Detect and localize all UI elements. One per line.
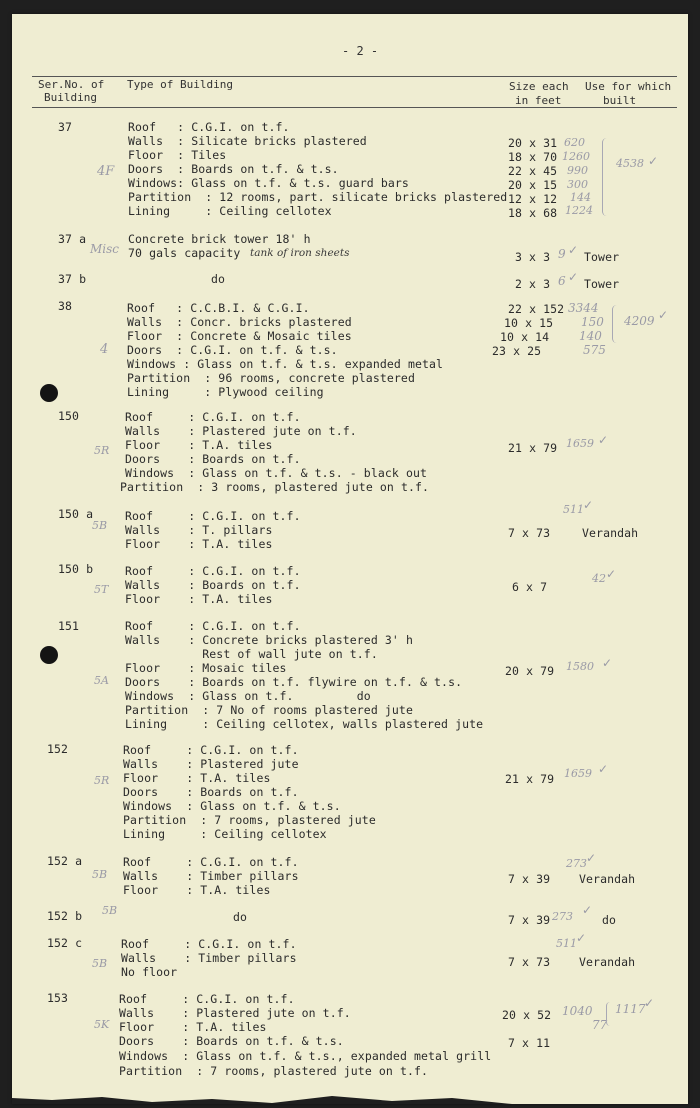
header-use: Use for which xyxy=(585,80,672,93)
building-no: 38 xyxy=(58,299,73,313)
spec-line: Floor : T.A. tiles xyxy=(125,438,273,452)
header-ser-no-2: Building xyxy=(44,91,97,104)
spec-line: Windows : Glass on t.f. do xyxy=(125,689,371,703)
handwritten-area: 144 xyxy=(570,191,591,204)
handwritten-area: 9 xyxy=(558,247,566,261)
size-value: 2 x 3 xyxy=(515,277,551,291)
spec-line: Walls : Plastered jute xyxy=(123,757,299,771)
spec-line: Floor : T.A. tiles xyxy=(119,1020,267,1034)
torn-edge xyxy=(12,1080,688,1104)
check-mark-icon: ✓ xyxy=(586,851,597,865)
building-no: 37 b xyxy=(58,272,87,286)
size-value: 10 x 14 xyxy=(500,330,550,344)
spec-line: Walls : Concr. bricks plastered xyxy=(127,315,352,329)
handwritten-code: 5R xyxy=(94,444,110,457)
spec-line: Walls : Boards on t.f. xyxy=(125,578,301,592)
check-mark-icon: ✓ xyxy=(606,567,617,581)
handwritten-brace xyxy=(602,138,611,216)
header-use-2: built xyxy=(603,94,637,107)
building-no: 150 a xyxy=(58,507,94,521)
handwritten-code: Misc xyxy=(90,242,120,256)
check-mark-icon: ✓ xyxy=(648,154,659,168)
spec-line: Roof : C.G.I. on t.f. xyxy=(125,509,301,523)
handwritten-code: 5B xyxy=(102,904,118,917)
spec-line: Floor : Mosaic tiles xyxy=(125,661,287,675)
handwritten-code: 5B xyxy=(92,957,108,970)
spec-line: Roof : C.G.I. on t.f. xyxy=(125,564,301,578)
size-value: 21 x 79 xyxy=(508,441,558,455)
spec-line: Partition : 7 No of rooms plastered jute xyxy=(125,703,413,717)
handwritten-area: 575 xyxy=(583,343,606,357)
check-mark-icon: ✓ xyxy=(568,243,579,257)
check-mark-icon: ✓ xyxy=(568,270,579,284)
spec-line: Walls : Timber pillars xyxy=(121,951,297,965)
header-size: Size each xyxy=(509,80,569,93)
size-value: 20 x 15 xyxy=(508,178,558,192)
size-value: 21 x 79 xyxy=(505,772,555,786)
spec-line: Floor : T.A. tiles xyxy=(123,771,271,785)
spec-line: 70 gals capacity xyxy=(128,246,241,260)
size-value: 12 x 12 xyxy=(508,192,558,206)
spec-line: Walls : T. pillars xyxy=(125,523,273,537)
spec-line: Walls : Concrete bricks plastered 3' h xyxy=(125,633,413,647)
handwritten-code: 5B xyxy=(92,519,108,532)
spec-line: Windows : Glass on t.f. & t.s., expanded metal grill xyxy=(119,1049,492,1063)
use-value: Verandah xyxy=(579,872,636,886)
handwritten-code: 5K xyxy=(94,1018,110,1031)
spec-line: Floor : T.A. tiles xyxy=(123,883,271,897)
handwritten-area: 273 xyxy=(552,910,573,923)
handwritten-total: 1117 xyxy=(615,1002,646,1016)
handwritten-brace xyxy=(612,305,621,343)
handwritten-area: 1224 xyxy=(565,204,593,217)
spec-line: do xyxy=(211,272,226,286)
spec-line: Roof : C.G.I. on t.f. xyxy=(119,992,295,1006)
building-no: 152 b xyxy=(47,909,83,923)
spec-line: Windows : Glass on t.f. & t.s. xyxy=(123,799,341,813)
spec-line: Lining : Ceiling cellotex, walls plastered jute xyxy=(125,717,484,731)
spec-line: Doors : C.G.I. on t.f. & t.s. xyxy=(127,343,338,357)
handwritten-area: 300 xyxy=(567,178,588,191)
handwritten-area: 511 xyxy=(563,503,584,516)
building-no: 37 xyxy=(58,120,73,134)
handwritten-code: 5T xyxy=(94,583,109,596)
handwritten-area: 3344 xyxy=(568,301,599,315)
size-value: 22 x 152 xyxy=(508,302,565,316)
handwritten-area: 77 xyxy=(592,1018,608,1032)
check-mark-icon: ✓ xyxy=(576,931,587,945)
punch-hole xyxy=(40,384,58,402)
handwritten-code: 5A xyxy=(94,674,109,687)
spec-line: Windows : Glass on t.f. & t.s. - black out xyxy=(125,466,428,480)
spec-line: Floor : Concrete & Mosaic tiles xyxy=(127,329,352,343)
header-rule-top xyxy=(32,76,677,77)
spec-line: Floor : T.A. tiles xyxy=(125,537,273,551)
check-mark-icon: ✓ xyxy=(598,433,609,447)
size-value: 7 x 11 xyxy=(508,1036,551,1050)
handwritten-area: 1659 xyxy=(566,437,594,450)
check-mark-icon: ✓ xyxy=(602,656,613,670)
spec-line: Concrete brick tower 18' h xyxy=(128,232,311,246)
header-rule-bottom xyxy=(32,107,677,108)
handwritten-area: 511 xyxy=(556,937,577,950)
spec-line: Roof : C.G.I. on t.f. xyxy=(125,410,301,424)
size-value: 6 x 7 xyxy=(512,580,548,594)
spec-line: Partition : 12 rooms, part. silicate bricks plastered xyxy=(128,190,508,204)
spec-line: Roof : C.G.I. on t.f. xyxy=(125,619,301,633)
building-no: 152 xyxy=(47,742,69,756)
spec-line: Partition : 7 rooms, plastered jute on t.f. xyxy=(119,1064,429,1078)
building-no: 37 a xyxy=(58,232,87,246)
handwritten-area: 42 xyxy=(592,572,606,585)
handwritten-code: 4F xyxy=(97,164,115,179)
spec-line: Windows: Glass on t.f. & t.s. guard bars xyxy=(128,176,409,190)
handwritten-brace xyxy=(606,1002,614,1026)
spec-line: Doors : Boards on t.f. & t.s. xyxy=(119,1034,344,1048)
spec-line: No floor xyxy=(121,965,178,979)
spec-line: Partition : 7 rooms, plastered jute xyxy=(123,813,376,827)
size-value: 7 x 73 xyxy=(508,526,551,540)
handwritten-area: 1659 xyxy=(564,767,592,780)
spec-line: Roof : C.G.I. on t.f. xyxy=(121,937,297,951)
document-page xyxy=(12,14,688,1104)
spec-line: Doors : Boards on t.f. xyxy=(123,785,299,799)
use-value: Tower xyxy=(584,277,620,291)
size-value: 7 x 73 xyxy=(508,955,551,969)
use-value: Verandah xyxy=(582,526,639,540)
building-no: 151 xyxy=(58,619,80,633)
spec-line: Walls : Timber pillars xyxy=(123,869,299,883)
building-no: 150 b xyxy=(58,562,94,576)
spec-line: Doors : Boards on t.f. xyxy=(125,452,301,466)
handwritten-area: 273 xyxy=(566,857,587,870)
size-value: 3 x 3 xyxy=(515,250,551,264)
check-mark-icon: ✓ xyxy=(582,903,593,917)
handwritten-note: tank of iron sheets xyxy=(250,247,350,259)
handwritten-area: 990 xyxy=(567,164,588,177)
spec-line: Roof : C.G.I. on t.f. xyxy=(128,120,290,134)
size-value: 18 x 70 xyxy=(508,150,558,164)
size-value: 22 x 45 xyxy=(508,164,558,178)
spec-line: Roof : C.G.I. on t.f. xyxy=(123,855,299,869)
building-no: 152 a xyxy=(47,854,83,868)
spec-line: Doors : Boards on t.f. flywire on t.f. & t.s. xyxy=(125,675,463,689)
handwritten-area: 1580 xyxy=(566,660,594,673)
size-value: 10 x 15 xyxy=(504,316,554,330)
use-value: Tower xyxy=(584,250,620,264)
building-no: 153 xyxy=(47,991,69,1005)
check-mark-icon: ✓ xyxy=(583,498,594,512)
spec-line: Roof : C.G.I. on t.f. xyxy=(123,743,299,757)
spec-line: Walls : Plastered jute on t.f. xyxy=(125,424,357,438)
spec-line: Partition : 3 rooms, plastered jute on t.f. xyxy=(120,480,430,494)
header-type: Type of Building xyxy=(127,78,233,91)
page-number: - 2 - xyxy=(342,44,379,58)
check-mark-icon: ✓ xyxy=(658,308,669,322)
spec-line: Lining : Ceiling cellotex xyxy=(123,827,327,841)
size-value: 18 x 68 xyxy=(508,206,558,220)
size-value: 7 x 39 xyxy=(508,913,551,927)
size-value: 20 x 31 xyxy=(508,136,558,150)
header-ser-no: Ser.No. of xyxy=(38,78,105,91)
punch-hole xyxy=(40,646,58,664)
spec-line: Partition : 96 rooms, concrete plastered xyxy=(127,371,415,385)
check-mark-icon: ✓ xyxy=(598,762,609,776)
spec-line: Floor : T.A. tiles xyxy=(125,592,273,606)
handwritten-area: 140 xyxy=(579,329,602,343)
handwritten-area: 620 xyxy=(564,136,585,149)
spec-line: Doors : Boards on t.f. & t.s. xyxy=(128,162,339,176)
spec-line: do xyxy=(233,910,248,924)
spec-line: Lining : Plywood ceiling xyxy=(127,385,324,399)
header-size-2: in feet xyxy=(515,94,562,107)
spec-line: Floor : Tiles xyxy=(128,148,227,162)
spec-line: Lining : Ceiling cellotex xyxy=(128,204,332,218)
handwritten-area: 1040 xyxy=(562,1004,593,1018)
use-value: do xyxy=(602,913,617,927)
building-no: 152 c xyxy=(47,936,83,950)
size-value: 7 x 39 xyxy=(508,872,551,886)
spec-line: Windows : Glass on t.f. & t.s. expanded metal xyxy=(127,357,444,371)
spec-line: Roof : C.C.B.I. & C.G.I. xyxy=(127,301,310,315)
check-mark-icon: ✓ xyxy=(644,996,655,1010)
building-no: 150 xyxy=(58,409,80,423)
size-value: 20 x 79 xyxy=(505,664,555,678)
spec-line: Rest of wall jute on t.f. xyxy=(125,647,378,661)
handwritten-code: 4 xyxy=(100,342,109,357)
handwritten-area: 1260 xyxy=(562,150,590,163)
handwritten-total: 4209 xyxy=(624,314,655,328)
size-value: 20 x 52 xyxy=(502,1008,552,1022)
handwritten-code: 5R xyxy=(94,774,110,787)
spec-line: Walls : Plastered jute on t.f. xyxy=(119,1006,351,1020)
handwritten-code: 5B xyxy=(92,868,108,881)
size-value: 23 x 25 xyxy=(492,344,542,358)
use-value: Verandah xyxy=(579,955,636,969)
handwritten-area: 6 xyxy=(558,274,566,288)
handwritten-area: 150 xyxy=(581,315,604,329)
spec-line: Walls : Silicate bricks plastered xyxy=(128,134,367,148)
handwritten-total: 4538 xyxy=(616,157,644,170)
